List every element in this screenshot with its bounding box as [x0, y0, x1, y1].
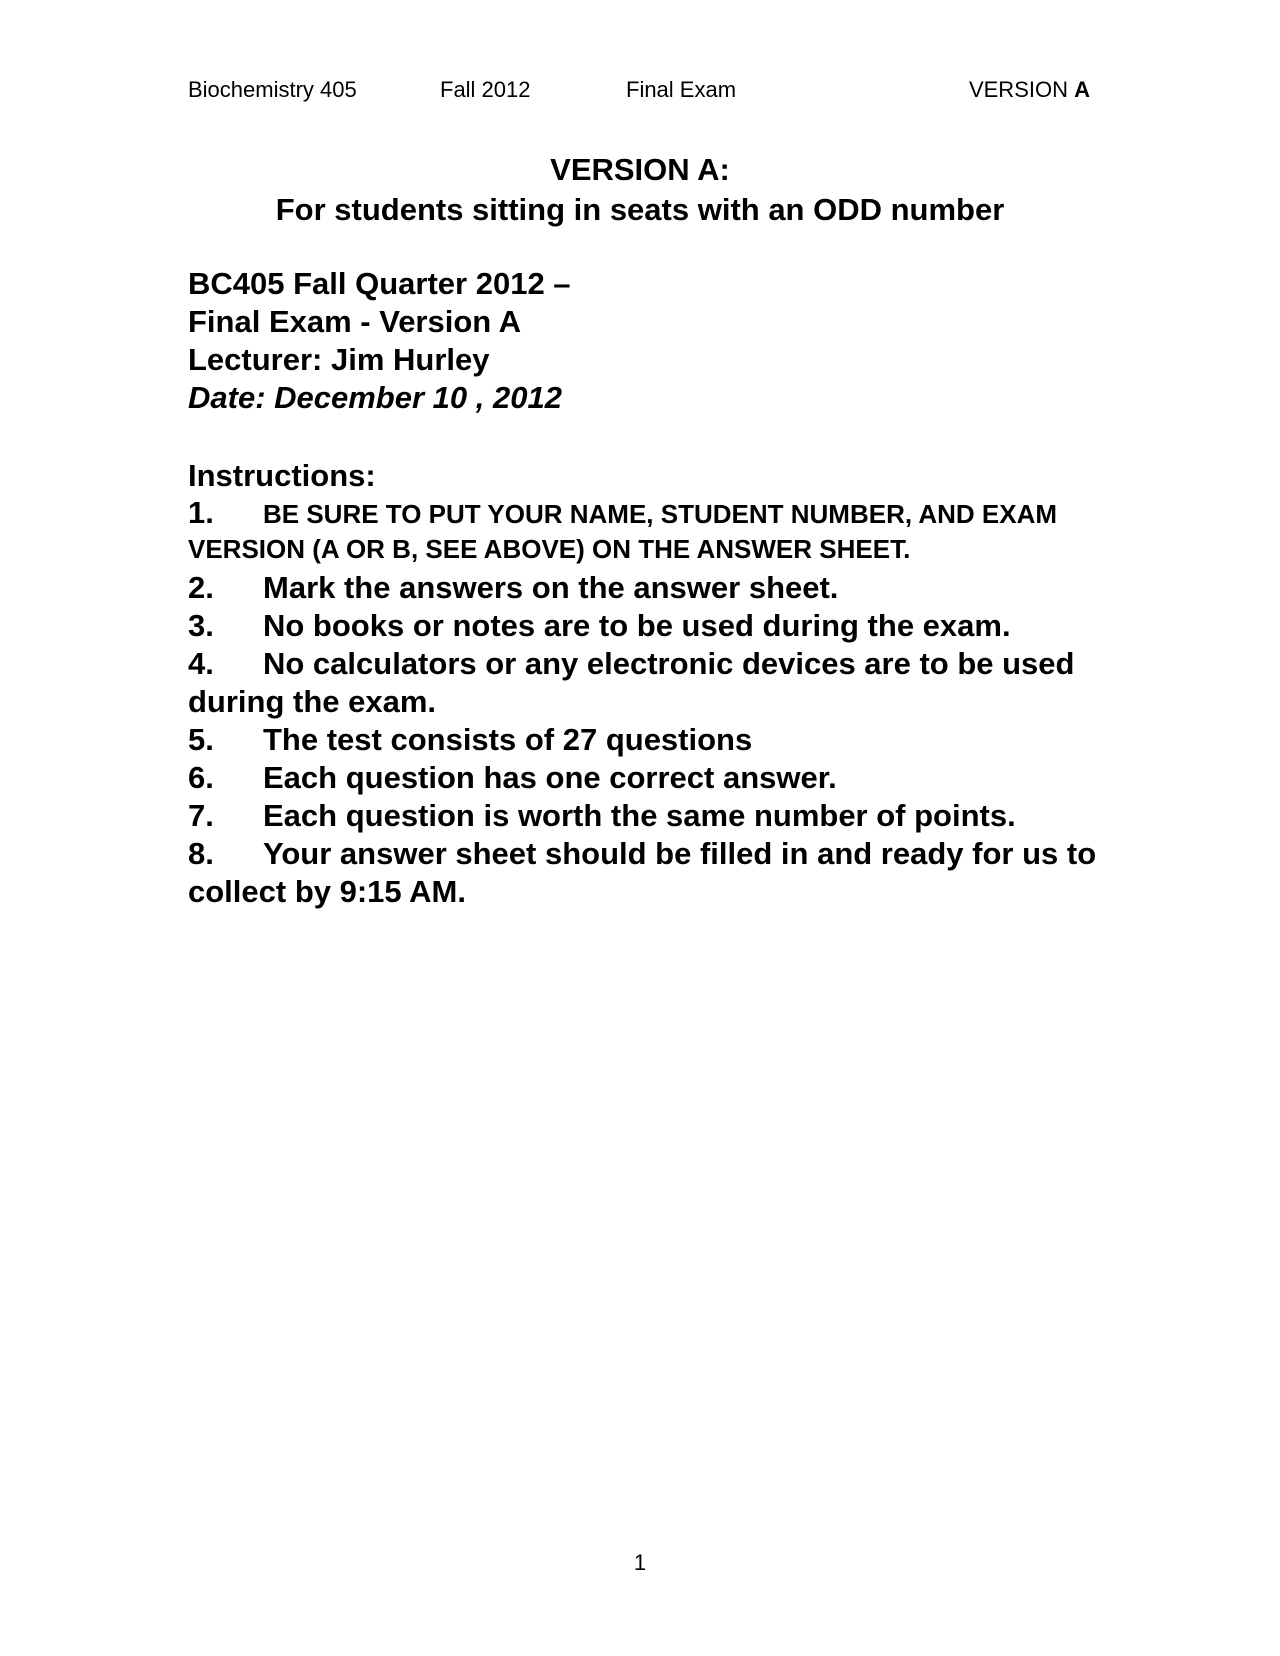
running-header: [188, 75, 1090, 105]
version-subtitle: For students sitting in seats with an ODD number: [275, 192, 1005, 227]
instruction-text: Mark the answers on the answer sheet.: [263, 570, 839, 605]
instruction-item-4: [188, 645, 1108, 721]
header-course: Biochemistry 405: [188, 77, 357, 102]
version-title: VERSION A:: [550, 152, 730, 187]
instructions-heading: Instructions:: [188, 458, 376, 493]
header-exam: Final Exam: [626, 77, 737, 102]
lecturer-line: Lecturer: Jim Hurley: [188, 342, 490, 377]
course-info-block: [188, 265, 1108, 417]
instruction-number: 4.: [188, 646, 214, 681]
instruction-text: BE SURE TO PUT YOUR NAME, STUDENT NUMBER, AND EXAM VERSION (A OR B, SEE ABOVE) ON THE ANSWER SHEET.: [188, 499, 1058, 564]
instruction-item-2: [188, 569, 1108, 607]
exam-line: Final Exam - Version A: [188, 304, 522, 339]
instruction-number: 6.: [188, 760, 214, 795]
instruction-number: 7.: [188, 798, 214, 833]
instruction-text: No books or notes are to be used during the exam.: [263, 608, 1011, 643]
instruction-text: No calculators or any electronic devices are to be used during the exam.: [188, 646, 1075, 719]
instruction-number: 8.: [188, 836, 214, 871]
instruction-text: The test consists of 27 questions: [263, 722, 753, 757]
instruction-item-7: [188, 797, 1108, 835]
version-title-block: [140, 150, 1140, 230]
header-version: [969, 75, 1090, 105]
course-line: BC405 Fall Quarter 2012 –: [188, 266, 571, 301]
instruction-item-5: [188, 721, 1108, 759]
instruction-number: 5.: [188, 722, 214, 757]
instructions-list: [188, 495, 1108, 911]
page-number: 1: [633, 1550, 647, 1575]
instruction-item-1: [188, 495, 1108, 567]
instruction-item-8: [188, 835, 1108, 911]
instruction-number: 2.: [188, 570, 214, 605]
instruction-text: Each question has one correct answer.: [263, 760, 837, 795]
instruction-text: Each question is worth the same number of points.: [263, 798, 1016, 833]
instruction-item-6: [188, 759, 1108, 797]
instructions-section: [188, 457, 1108, 911]
instruction-number: 3.: [188, 608, 214, 643]
instruction-text: Your answer sheet should be filled in and ready for us to collect by 9:15 AM.: [188, 836, 1097, 909]
instruction-item-3: [188, 607, 1108, 645]
instruction-number: 1.: [188, 495, 214, 530]
header-version-letter: A: [1074, 77, 1090, 102]
header-term: Fall 2012: [440, 77, 531, 102]
header-version-prefix: VERSION: [968, 77, 1068, 102]
date-line: Date: December 10 , 2012: [188, 380, 562, 415]
